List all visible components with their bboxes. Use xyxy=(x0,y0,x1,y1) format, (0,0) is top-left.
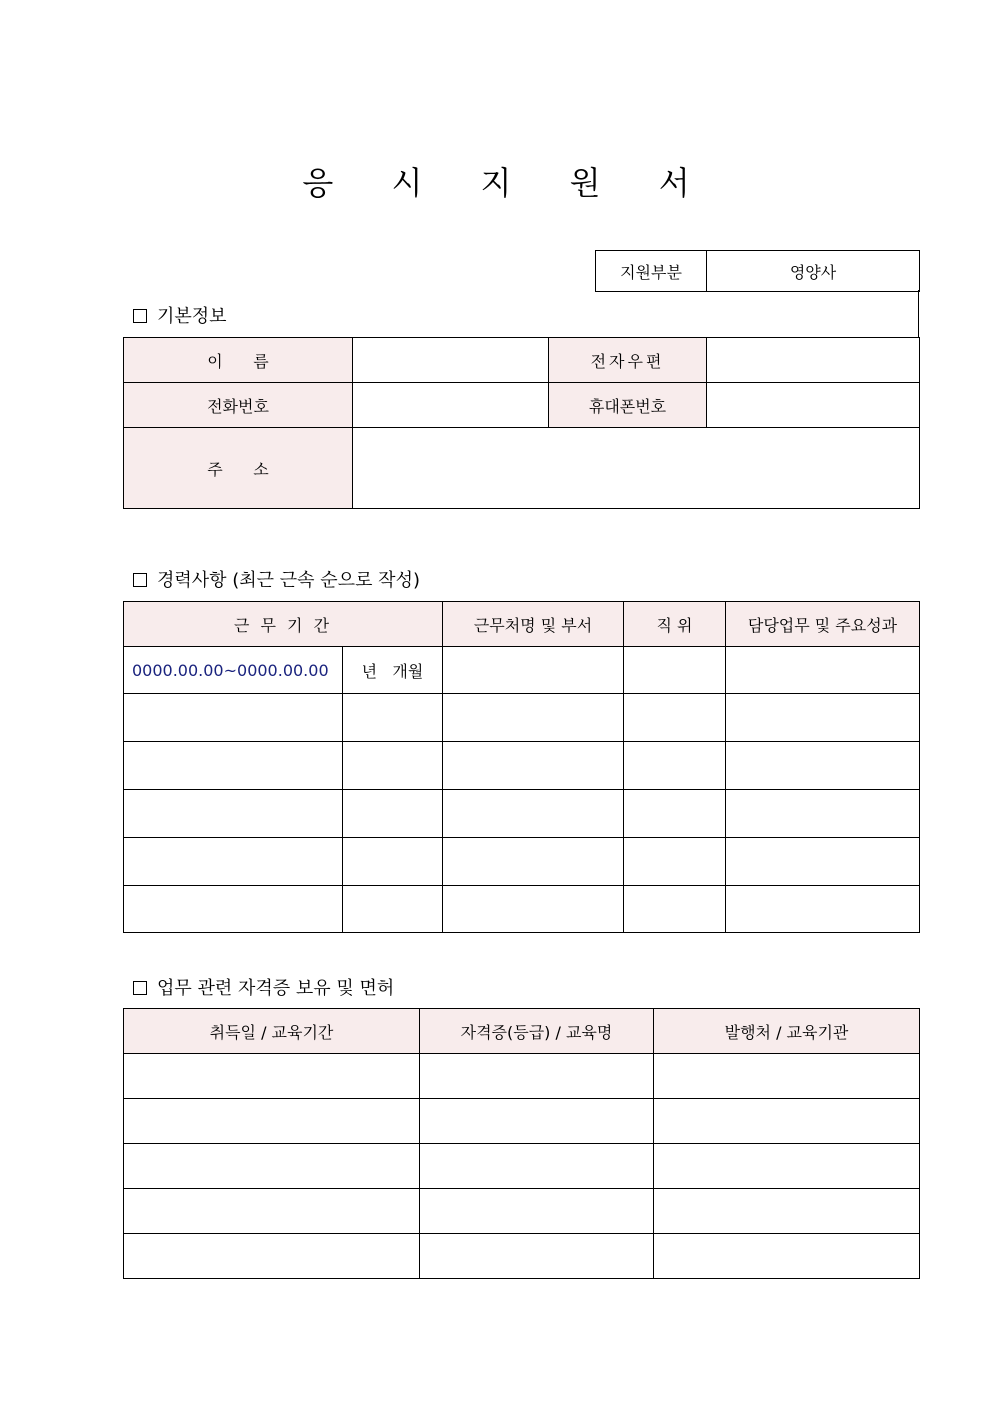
career-duration-cell[interactable] xyxy=(343,838,443,886)
career-duration-cell[interactable]: 년 개월 xyxy=(343,647,443,694)
license-date-cell[interactable] xyxy=(124,1099,420,1144)
table-row xyxy=(124,1234,920,1279)
career-position-cell[interactable] xyxy=(624,790,726,838)
career-table xyxy=(123,601,920,933)
license-name-cell[interactable] xyxy=(420,1144,654,1189)
career-duties-cell[interactable] xyxy=(726,694,920,742)
address-field[interactable] xyxy=(353,428,920,509)
license-date-cell[interactable] xyxy=(124,1234,420,1279)
section-license-heading xyxy=(133,974,394,1000)
checkbox-icon xyxy=(133,981,147,995)
table-row xyxy=(124,647,920,694)
section-basic-heading xyxy=(133,302,227,328)
license-name-cell[interactable] xyxy=(420,1099,654,1144)
email-label: 전자우편 xyxy=(549,338,707,383)
career-duties-cell[interactable] xyxy=(726,742,920,790)
license-issuer-cell[interactable] xyxy=(654,1189,920,1234)
license-date-cell[interactable] xyxy=(124,1189,420,1234)
basic-info-table xyxy=(123,337,920,509)
career-header-company: 근무처명 및 부서 xyxy=(443,602,624,647)
career-company-cell[interactable] xyxy=(443,790,624,838)
license-table xyxy=(123,1008,920,1279)
apply-table xyxy=(595,250,920,292)
license-header-date: 취득일 / 교육기간 xyxy=(124,1009,420,1054)
career-duties-cell[interactable] xyxy=(726,647,920,694)
career-position-cell[interactable] xyxy=(624,886,726,933)
license-name-cell[interactable] xyxy=(420,1054,654,1099)
section-career-label: 경력사항 (최근 근속 순으로 작성) xyxy=(157,570,420,591)
checkbox-icon xyxy=(133,309,147,323)
table-row xyxy=(124,742,920,790)
table-row xyxy=(124,694,920,742)
license-issuer-cell[interactable] xyxy=(654,1099,920,1144)
career-position-cell[interactable] xyxy=(624,838,726,886)
license-name-cell[interactable] xyxy=(420,1234,654,1279)
apply-value[interactable]: 영양사 xyxy=(707,251,920,292)
career-company-cell[interactable] xyxy=(443,886,624,933)
table-row xyxy=(124,790,920,838)
career-period-cell[interactable] xyxy=(124,742,343,790)
license-issuer-cell[interactable] xyxy=(654,1054,920,1099)
phone-label: 전화번호 xyxy=(124,383,353,428)
section-basic-label: 기본정보 xyxy=(157,306,227,327)
career-company-cell[interactable] xyxy=(443,647,624,694)
license-header-name: 자격증(등급) / 교육명 xyxy=(420,1009,654,1054)
career-position-cell[interactable] xyxy=(624,694,726,742)
career-period-cell[interactable] xyxy=(124,886,343,933)
table-row xyxy=(124,1054,920,1099)
email-field[interactable] xyxy=(707,338,920,383)
career-company-cell[interactable] xyxy=(443,694,624,742)
career-period-cell[interactable]: 0000.00.00~0000.00.00 xyxy=(124,647,343,694)
page-title: 응 시 지 원 서 xyxy=(302,164,714,202)
career-position-cell[interactable] xyxy=(624,647,726,694)
career-duration-cell[interactable] xyxy=(343,886,443,933)
table-row xyxy=(124,1144,920,1189)
phone-field[interactable] xyxy=(353,383,549,428)
career-period-cell[interactable] xyxy=(124,790,343,838)
section-license-label: 업무 관련 자격증 보유 및 면허 xyxy=(157,978,395,999)
license-header-issuer: 발행처 / 교육기관 xyxy=(654,1009,920,1054)
name-field[interactable] xyxy=(353,338,549,383)
career-position-cell[interactable] xyxy=(624,742,726,790)
career-period-cell[interactable] xyxy=(124,694,343,742)
career-duration-cell[interactable] xyxy=(343,790,443,838)
career-duties-cell[interactable] xyxy=(726,790,920,838)
address-label: 주 소 xyxy=(124,428,353,509)
table-row xyxy=(124,1189,920,1234)
career-duties-cell[interactable] xyxy=(726,886,920,933)
license-date-cell[interactable] xyxy=(124,1144,420,1189)
career-company-cell[interactable] xyxy=(443,838,624,886)
career-duration-cell[interactable] xyxy=(343,694,443,742)
career-company-cell[interactable] xyxy=(443,742,624,790)
mobile-label: 휴대폰번호 xyxy=(549,383,707,428)
career-header-position: 직 위 xyxy=(624,602,726,647)
checkbox-icon xyxy=(133,573,147,587)
license-date-cell[interactable] xyxy=(124,1054,420,1099)
section-career-heading xyxy=(133,566,420,592)
career-period-cell[interactable] xyxy=(124,838,343,886)
mobile-field[interactable] xyxy=(707,383,920,428)
apply-label: 지원부분 xyxy=(596,251,707,292)
career-duties-cell[interactable] xyxy=(726,838,920,886)
table-row xyxy=(124,1099,920,1144)
license-issuer-cell[interactable] xyxy=(654,1234,920,1279)
career-duration-cell[interactable] xyxy=(343,742,443,790)
career-header-period: 근 무 기 간 xyxy=(124,602,443,647)
license-issuer-cell[interactable] xyxy=(654,1144,920,1189)
frame-line xyxy=(918,290,919,338)
name-label: 이 름 xyxy=(124,338,353,383)
career-header-duties: 담당업무 및 주요성과 xyxy=(726,602,920,647)
table-row xyxy=(124,838,920,886)
table-row xyxy=(124,886,920,933)
license-name-cell[interactable] xyxy=(420,1189,654,1234)
